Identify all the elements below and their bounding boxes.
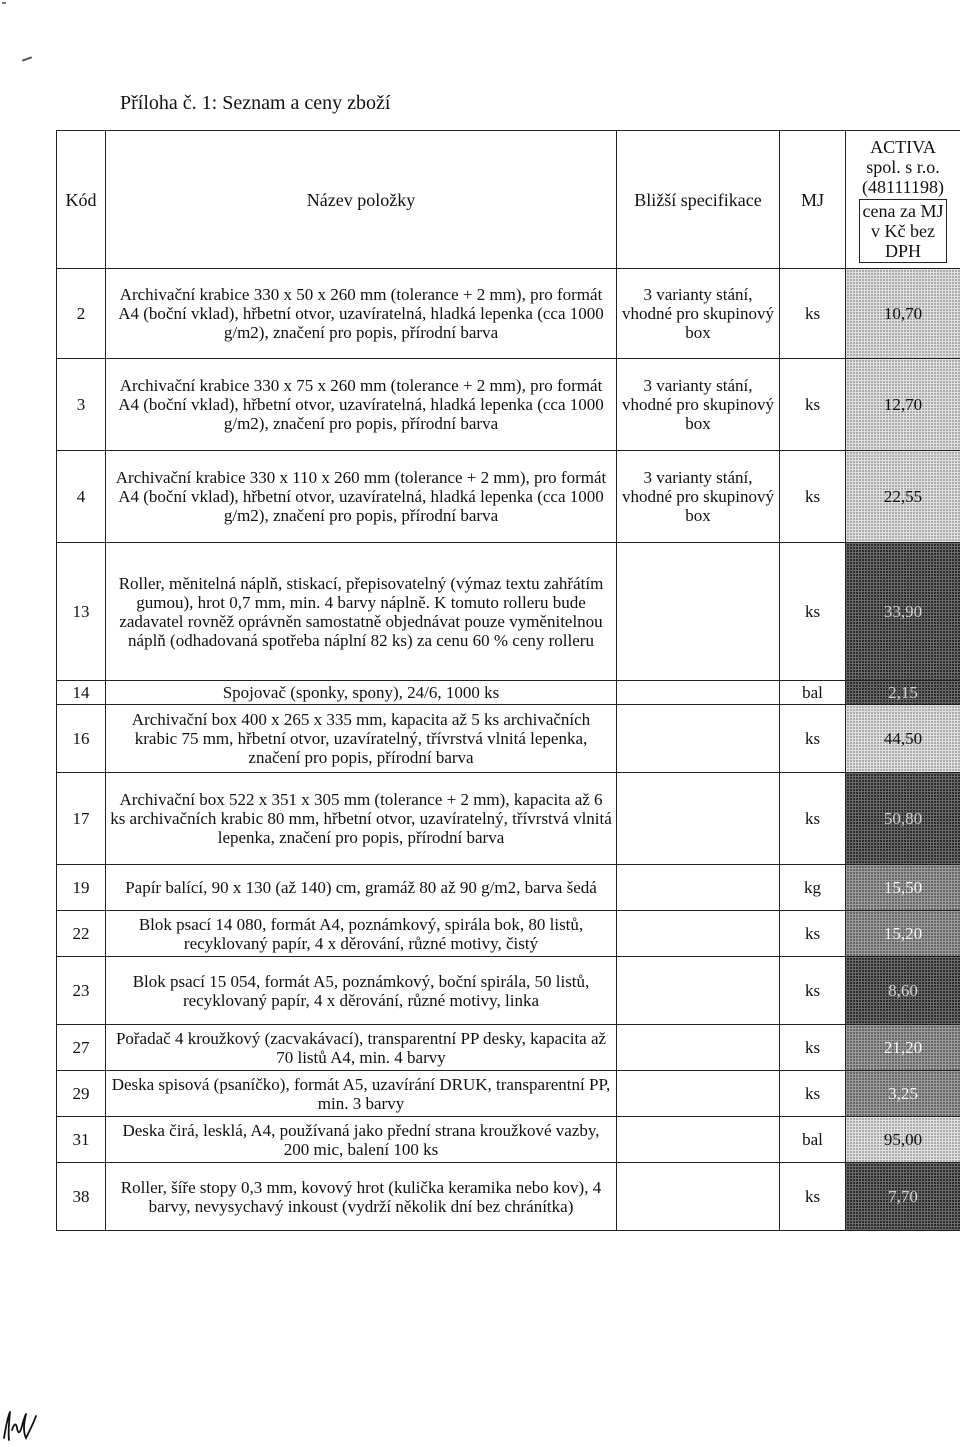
row-price: 33,90 [846,543,960,681]
row-code: 29 [57,1071,106,1117]
row-code: 31 [57,1117,106,1163]
header-spec: Bližší specifikace [617,131,780,269]
row-unit: ks [780,359,846,451]
row-specification: 3 varianty stání, vhodné pro skupinový box [617,451,780,543]
table-row [57,269,960,359]
row-specification [617,1071,780,1117]
handwritten-signature [0,1408,40,1444]
row-code: 17 [57,773,106,865]
price-table [56,130,960,1231]
row-unit: ks [780,1025,846,1071]
row-code: 19 [57,865,106,911]
row-code: 13 [57,543,106,681]
scan-mark [2,2,6,4]
table-row [57,773,960,865]
row-item-name: Roller, měnitelná náplň, stiskací, přepisovatelný (výmaz textu zahřátím gumou), hrot 0,7 mm, min. 4 barvy náplně. K tomuto rolleru bude zadavatel rovněž oprávněn samostatně objednávat pouze vyměnitelnou náplň (odhadovaná spotřeba náplní 82 ks) za cenu 60 % ceny rolleru [106,543,617,681]
row-item-name: Deska spisová (psaníčko), formát A5, uzavírání DRUK, transparentní PP, min. 3 barvy [106,1071,617,1117]
row-price: 7,70 [846,1163,960,1231]
row-unit: ks [780,773,846,865]
row-code: 22 [57,911,106,957]
table-row [57,1025,960,1071]
row-unit: ks [780,705,846,773]
row-unit: ks [780,269,846,359]
row-item-name: Archivační krabice 330 x 110 x 260 mm (tolerance + 2 mm), pro formát A4 (boční vklad), hřbetní otvor, uzavíratelná, hladká lepenka (cca 1000 g/m2), značení pro popis, přírodní barva [106,451,617,543]
price-header-line: v Kč bez [871,220,935,241]
row-item-name: Blok psací 15 054, formát A5, poznámkový, boční spirála, 50 listů, recyklovaný papír, 4 x děrování, různé motivy, linka [106,957,617,1025]
header-unit: MJ [780,131,846,269]
table-row [57,957,960,1025]
row-specification [617,1163,780,1231]
row-specification [617,957,780,1025]
row-price: 12,70 [846,359,960,451]
row-code: 27 [57,1025,106,1071]
row-price: 10,70 [846,269,960,359]
supplier-id: (48111198) [862,176,944,197]
row-unit: ks [780,957,846,1025]
table-row [57,1071,960,1117]
table-row [57,1163,960,1231]
row-unit: ks [780,1163,846,1231]
row-specification: 3 varianty stání, vhodné pro skupinový box [617,269,780,359]
page-title: Příloha č. 1: Seznam a ceny zboží [120,92,391,114]
price-header-line: cena za MJ [862,200,944,221]
table-row [57,359,960,451]
header-supplier-price [846,131,960,269]
supplier-company-form: spol. s r.o. [866,156,940,177]
row-item-name: Deska čirá, lesklá, A4, používaná jako přední strana kroužkové vazby, 200 mic, balení 100 ks [106,1117,617,1163]
price-header-line: DPH [884,240,921,261]
row-price: 95,00 [846,1117,960,1163]
price-header-box [859,199,948,263]
row-price: 15,20 [846,911,960,957]
row-specification [617,1025,780,1071]
table-row [57,451,960,543]
row-item-name: Roller, šíře stopy 0,3 mm, kovový hrot (kulička keramika nebo kov), 4 barvy, nevysychavý inkoust (vydrží několik dní bez chránítka) [106,1163,617,1231]
row-item-name: Blok psací 14 080, formát A4, poznámkový, spirála bok, 80 listů, recyklovaný papír, 4 x děrování, různé motivy, čistý [106,911,617,957]
header-name: Název položky [106,131,617,269]
row-code: 16 [57,705,106,773]
row-item-name: Archivační box 400 x 265 x 335 mm, kapacita až 5 ks archivačních krabic 75 mm, hřbetní otvor, uzavíratelný, třívrstvá vlnitá lepenka, značení pro popis, přírodní barva [106,705,617,773]
row-specification [617,773,780,865]
row-item-name: Pořadač 4 kroužkový (zacvakávací), transparentní PP desky, kapacita až 70 listů A4, min. 4 barvy [106,1025,617,1071]
table-row [57,911,960,957]
row-code: 4 [57,451,106,543]
row-item-name: Spojovač (sponky, spony), 24/6, 1000 ks [106,681,617,705]
row-item-name: Archivační krabice 330 x 50 x 260 mm (tolerance + 2 mm), pro formát A4 (boční vklad), hřbetní otvor, uzavíratelná, hladká lepenka (cca 1000 g/m2), značení pro popis, přírodní barva [106,269,617,359]
row-price: 15,50 [846,865,960,911]
row-unit: ks [780,911,846,957]
row-code: 2 [57,269,106,359]
table-row [57,681,960,705]
scan-mark [22,56,32,61]
row-specification [617,705,780,773]
row-unit: bal [780,1117,846,1163]
row-specification [617,911,780,957]
table-row [57,865,960,911]
table-header-row [57,131,960,269]
row-unit: bal [780,681,846,705]
table-row [57,1117,960,1163]
row-price: 8,60 [846,957,960,1025]
row-specification [617,681,780,705]
row-unit: kg [780,865,846,911]
table-row [57,543,960,681]
row-code: 3 [57,359,106,451]
row-specification [617,1117,780,1163]
row-code: 38 [57,1163,106,1231]
row-price: 2,15 [846,681,960,705]
row-code: 23 [57,957,106,1025]
row-unit: ks [780,543,846,681]
row-price: 21,20 [846,1025,960,1071]
row-specification: 3 varianty stání, vhodné pro skupinový box [617,359,780,451]
row-price: 50,80 [846,773,960,865]
row-price: 22,55 [846,451,960,543]
row-price: 3,25 [846,1071,960,1117]
row-item-name: Archivační krabice 330 x 75 x 260 mm (tolerance + 2 mm), pro formát A4 (boční vklad), hřbetní otvor, uzavíratelná, hladká lepenka (cca 1000 g/m2), značení pro popis, přírodní barva [106,359,617,451]
table-row [57,705,960,773]
row-unit: ks [780,451,846,543]
row-unit: ks [780,1071,846,1117]
row-code: 14 [57,681,106,705]
header-code: Kód [57,131,106,269]
row-price: 44,50 [846,705,960,773]
supplier-name: ACTIVA [870,136,936,157]
row-item-name: Archivační box 522 x 351 x 305 mm (tolerance + 2 mm), kapacita až 6 ks archivačních krabic 80 mm, hřbetní otvor, uzavíratelný, třívrstvá vlnitá lepenka, značení pro popis, přírodní barva [106,773,617,865]
row-specification [617,865,780,911]
row-specification [617,543,780,681]
row-item-name: Papír balící, 90 x 130 (až 140) cm, gramáž 80 až 90 g/m2, barva šedá [106,865,617,911]
